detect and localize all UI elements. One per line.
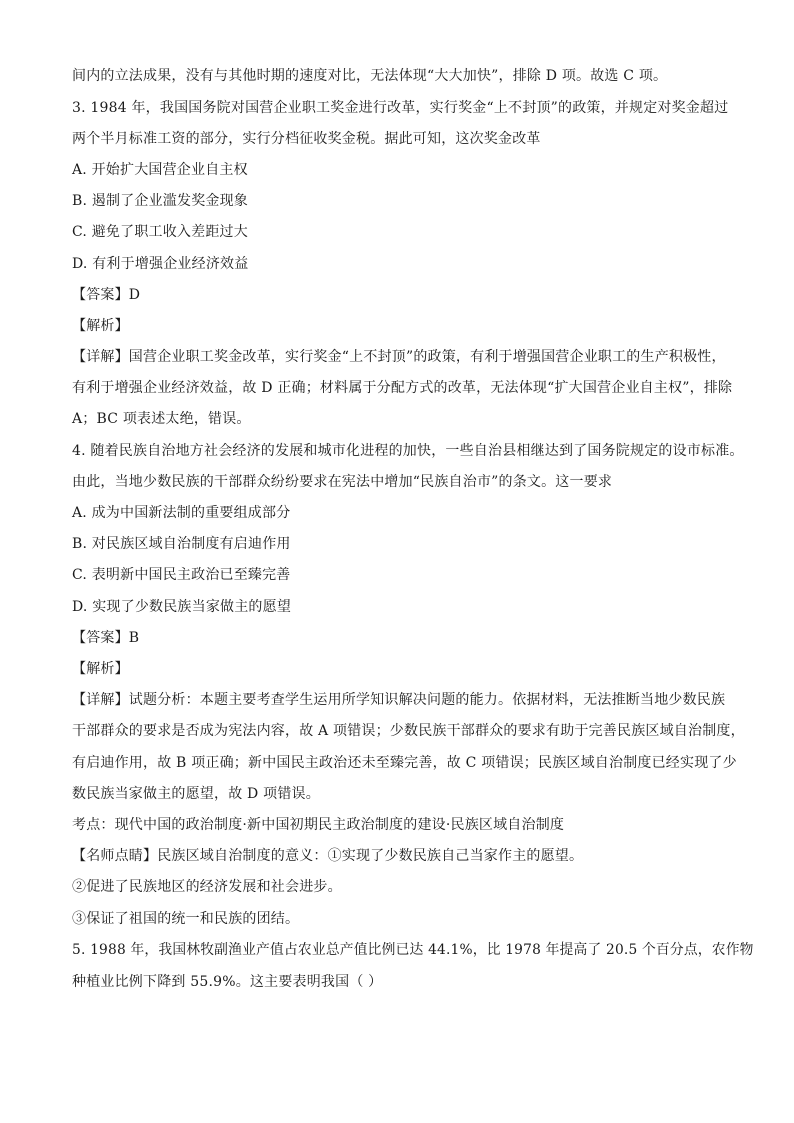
q4-option-d: D. 实现了少数民族当家做主的愿望 — [72, 599, 292, 615]
question-5-stem-cont: 种植业比例下降到 55.9%。这主要表明我国（ ） — [72, 974, 383, 990]
question-3-stem-cont: 两个半月标准工资的部分，实行分档征收奖金税。据此可知，这次奖金改革 — [72, 131, 541, 147]
q3-detail-end: A；BC 项表述太绝，错误。 — [72, 411, 251, 427]
q4-analysis-heading: 【解析】 — [72, 661, 129, 677]
q3-option-c: C. 避免了职工收入差距过大 — [72, 224, 248, 240]
question-3-stem: 3. 1984 年，我国国务院对国营企业职工奖金进行改革，实行奖金“上不封顶”的政策，并规定对奖金超过 — [72, 100, 729, 116]
question-5-stem: 5. 1988 年，我国林牧副渔业产值占农业总产值比例已达 44.1%，比 1978 年提高了 20.5 个百分点，农作物 — [72, 942, 754, 958]
question-4-stem: 4. 随着民族自治地方社会经济的发展和城市化进程的加快，一些自治县相继达到了国务院规定的设市标准。 — [72, 443, 744, 459]
text-line: 间内的立法成果，没有与其他时期的速度对比，无法体现“大大加快”，排除 D 项。故选 C 项。 — [72, 68, 668, 84]
q3-detail: 【详解】国营企业职工奖金改革，实行奖金“上不封顶”的政策，有利于增强国营企业职工的生产积极性， — [72, 349, 726, 365]
question-4-stem-cont: 由此，当地少数民族的干部群众纷纷要求在宪法中增加“民族自治市”的条文。这一要求 — [72, 474, 613, 490]
q3-answer: 【答案】D — [72, 287, 141, 303]
q3-analysis-heading: 【解析】 — [72, 318, 129, 334]
q4-option-c: C. 表明新中国民主政治已至臻完善 — [72, 567, 291, 583]
q4-teacher-note: 【名师点睛】民族区域自治制度的意义：①实现了少数民族自己当家作主的愿望。 — [72, 848, 584, 864]
q4-note-point-3: ③保证了祖国的统一和民族的团结。 — [72, 911, 300, 927]
q4-exam-point: 考点：现代中国的政治制度·新中国初期民主政治制度的建设·民族区域自治制度 — [72, 817, 565, 833]
q3-option-d: D. 有利于增强企业经济效益 — [72, 256, 249, 272]
q4-detail-cont-2: 有启迪作用，故 B 项正确；新中国民主政治还未至臻完善，故 C 项错误；民族区域自治制度已经实现了少 — [72, 755, 737, 771]
q3-option-b: B. 遏制了企业滥发奖金现象 — [72, 193, 248, 209]
q4-answer: 【答案】B — [72, 630, 140, 646]
q4-detail-cont: 干部群众的要求是否成为宪法内容，故 A 项错误；少数民族干部群众的要求有助于完善民族区域自治制度， — [72, 723, 745, 739]
q3-option-a: A. 开始扩大国营企业自主权 — [72, 162, 248, 178]
q4-option-b: B. 对民族区域自治制度有启迪作用 — [72, 536, 291, 552]
q4-note-point-2: ②促进了民族地区的经济发展和社会进步。 — [72, 879, 342, 895]
q4-option-a: A. 成为中国新法制的重要组成部分 — [72, 505, 291, 521]
q4-detail: 【详解】试题分析：本题主要考查学生运用所学知识解决问题的能力。依据材料，无法推断当地少数民族 — [72, 692, 726, 708]
q4-detail-end: 数民族当家做主的愿望，故 D 项错误。 — [72, 786, 320, 802]
q3-detail-cont: 有利于增强企业经济效益，故 D 正确；材料属于分配方式的改革，无法体现“扩大国营企业自主权”，排除 — [72, 380, 733, 396]
